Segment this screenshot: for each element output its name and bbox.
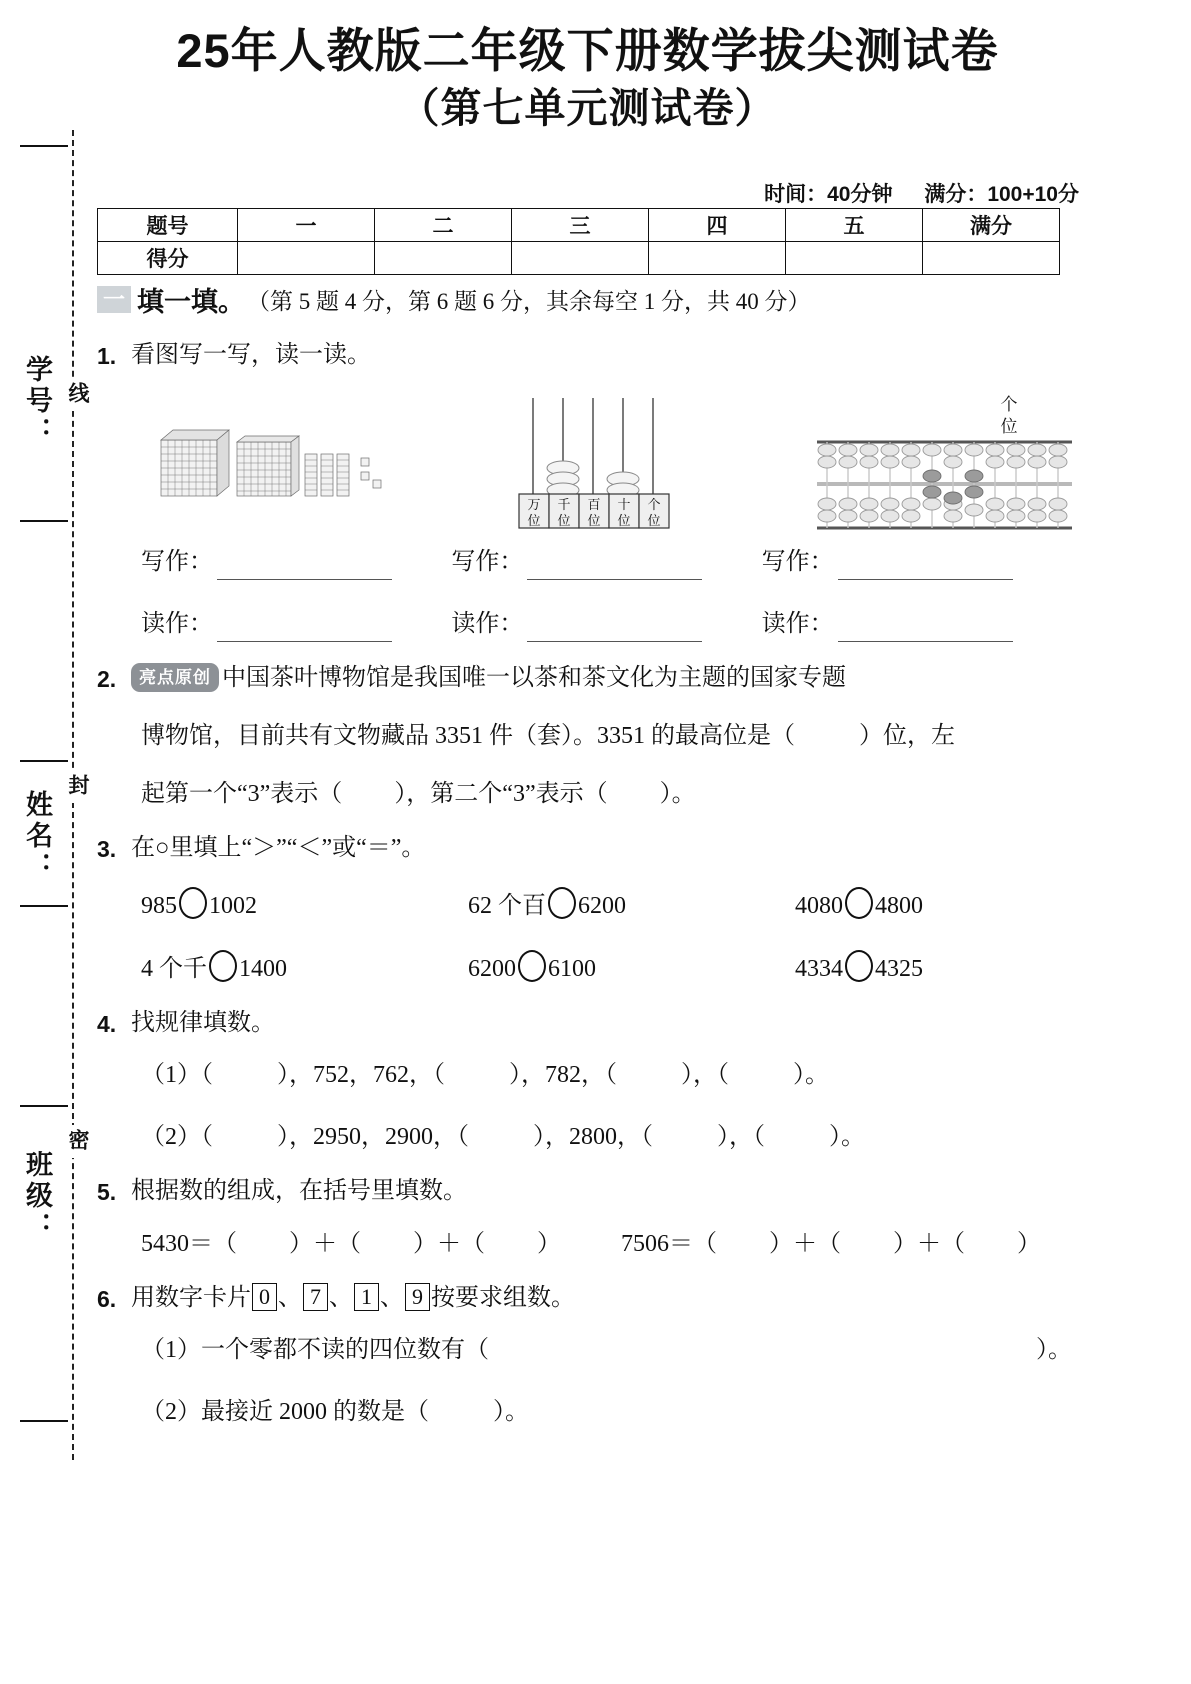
q4-sub1-e: ）。 xyxy=(793,1062,829,1088)
number-card-1[interactable]: 1 xyxy=(354,1283,379,1311)
svg-text:位: 位 xyxy=(617,512,631,528)
question-2-line1: 中国茶叶博物馆是我国唯一以茶和茶文化为主题的国家专题 xyxy=(222,664,846,691)
question-6-sub-2 xyxy=(97,1394,1072,1430)
question-3-text: 在○里填上“＞”“＜”或“＝”。 xyxy=(131,835,426,861)
score-col-4: 四 xyxy=(649,209,786,242)
question-1-write-row xyxy=(97,544,1072,580)
score-cell-5[interactable] xyxy=(786,242,923,275)
exam-meta xyxy=(764,178,1079,208)
question-2 xyxy=(97,660,1072,813)
question-5-expressions xyxy=(97,1226,1072,1262)
score-col-3: 三 xyxy=(512,209,649,242)
write-blank-2[interactable] xyxy=(527,555,702,580)
table-row xyxy=(98,242,1060,275)
question-1-text: 看图写一写，读一读。 xyxy=(131,342,371,368)
margin-rule-5 xyxy=(20,1105,68,1107)
svg-text:百: 百 xyxy=(587,496,601,512)
comparison-circle[interactable] xyxy=(845,950,873,982)
read-label-2: 读作： xyxy=(451,610,524,637)
question-6-sub-1 xyxy=(97,1332,1072,1368)
compare-item xyxy=(141,887,418,924)
section-heading xyxy=(97,280,1072,319)
card-sep-1: 、 xyxy=(278,1284,302,1311)
margin-rule-6 xyxy=(20,1420,68,1422)
read-label-1: 读作： xyxy=(141,610,213,637)
question-4-sub-2 xyxy=(97,1119,1072,1155)
score-table xyxy=(97,208,1060,275)
compare-left: 4080 xyxy=(795,892,843,919)
q4-sub1-c: ），782，（ xyxy=(509,1062,617,1088)
question-2-line3-a: 起第一个“3”表示（ xyxy=(141,781,343,807)
write-cell-3 xyxy=(762,544,1072,580)
q5-e2-d: ） xyxy=(1017,1230,1041,1257)
margin-rule-3 xyxy=(20,760,68,762)
compare-item xyxy=(418,950,745,987)
score-col-6: 满分 xyxy=(923,209,1060,242)
q6-text-b: 按要求组数。 xyxy=(431,1284,575,1311)
question-4-sub-1 xyxy=(97,1057,1072,1093)
question-1 xyxy=(97,337,1072,642)
svg-text:位: 位 xyxy=(587,512,601,528)
svg-text:万: 万 xyxy=(527,496,541,512)
comparison-circle[interactable] xyxy=(548,887,576,919)
compare-right: 6200 xyxy=(578,892,626,919)
q5-e2-c: ）＋（ xyxy=(893,1230,965,1257)
svg-text:千: 千 xyxy=(557,496,571,512)
q4-sub2-c: ），2800，（ xyxy=(533,1124,653,1150)
svg-text:位: 位 xyxy=(647,512,661,528)
q4-sub1-b: ），752，762，（ xyxy=(277,1062,445,1088)
read-blank-2[interactable] xyxy=(527,617,702,642)
student-name-label: 姓名： xyxy=(22,790,52,883)
q6-sub2-a: （2）最接近 2000 的数是（ xyxy=(141,1399,429,1425)
q6-text-a: 用数字卡片 xyxy=(131,1284,251,1311)
comparison-circle[interactable] xyxy=(179,887,207,919)
compare-item xyxy=(141,950,418,987)
original-highlight-badge: 亮点原创 xyxy=(131,663,219,693)
read-blank-1[interactable] xyxy=(217,617,392,642)
table-row xyxy=(98,209,1060,242)
page-subtitle: （第七单元测试卷） xyxy=(398,84,777,131)
read-cell-2 xyxy=(451,606,761,642)
compare-left: 4334 xyxy=(795,955,843,982)
section-number-badge: 一 xyxy=(97,286,131,313)
q4-sub2-b: ），2950，2900，（ xyxy=(277,1124,469,1150)
question-6-number: 6. xyxy=(97,1285,117,1312)
exam-full-score: 满分：100+10分 xyxy=(924,183,1079,206)
score-col-5: 五 xyxy=(786,209,923,242)
q4-sub1-d: ），（ xyxy=(681,1062,729,1088)
q5-expression-1 xyxy=(141,1226,621,1262)
left-margin xyxy=(0,0,95,1684)
compare-item xyxy=(745,950,1072,987)
question-1-read-row xyxy=(97,606,1072,642)
abacus-figure xyxy=(787,380,1077,541)
compare-right: 1400 xyxy=(239,955,287,982)
margin-rule-2 xyxy=(20,520,68,522)
write-label-1: 写作： xyxy=(141,548,213,575)
number-card-0[interactable]: 0 xyxy=(252,1283,277,1311)
svg-text:位: 位 xyxy=(1000,416,1018,436)
score-cell-2[interactable] xyxy=(375,242,512,275)
paper-content xyxy=(97,280,1072,1430)
question-2-line3 xyxy=(97,776,1072,812)
question-5-number: 5. xyxy=(97,1179,117,1205)
question-3-row-2 xyxy=(97,950,1072,987)
compare-right: 6100 xyxy=(548,955,596,982)
write-blank-1[interactable] xyxy=(217,555,392,580)
seal-char-line: 线 xyxy=(62,378,92,411)
compare-right: 1002 xyxy=(209,892,257,919)
question-2-number: 2. xyxy=(97,665,117,692)
card-sep-2: 、 xyxy=(329,1284,353,1311)
comparison-circle[interactable] xyxy=(209,950,237,982)
section-title: 填一填。 xyxy=(137,287,245,317)
compare-left: 6200 xyxy=(468,955,516,982)
q4-sub1-a: （1）（ xyxy=(141,1062,213,1088)
question-2-line3-b: ），第二个“3”表示（ xyxy=(394,781,608,807)
q5-e1-c: ）＋（ xyxy=(413,1230,485,1257)
score-cell-1[interactable] xyxy=(238,242,375,275)
question-6 xyxy=(97,1280,1072,1431)
question-3-number: 3. xyxy=(97,836,117,862)
question-4-text: 找规律填数。 xyxy=(131,1009,275,1036)
read-label-3: 读作： xyxy=(761,610,834,637)
score-row-label-2: 得分 xyxy=(98,242,238,275)
question-2-line2-b: ）位，左 xyxy=(859,723,955,749)
score-col-1: 一 xyxy=(238,209,375,242)
question-4 xyxy=(97,1005,1072,1156)
question-2-line2-a: 博物馆，目前共有文物藏品 3351 件（套）。3351 的最高位是（ xyxy=(141,723,795,749)
q6-sub1-b: ）。 xyxy=(1036,1337,1072,1363)
q5-e2-b: ）＋（ xyxy=(769,1230,841,1257)
q6-sub1-a: （1）一个零都不读的四位数有（ xyxy=(141,1337,489,1363)
exam-time: 时间：40分钟 xyxy=(764,183,893,206)
write-blank-3[interactable] xyxy=(838,555,1013,580)
write-cell-2 xyxy=(451,544,761,580)
card-sep-3: 、 xyxy=(380,1284,404,1311)
q4-sub2-a: （2）（ xyxy=(141,1124,213,1150)
score-row-label-1: 题号 xyxy=(98,209,238,242)
question-2-line2 xyxy=(97,718,1072,754)
number-card-7[interactable]: 7 xyxy=(303,1283,328,1311)
student-id-label: 学号： xyxy=(22,355,52,448)
compare-right: 4325 xyxy=(875,955,923,982)
comparison-circle[interactable] xyxy=(518,950,546,982)
margin-rule-4 xyxy=(20,905,68,907)
question-3-row-1 xyxy=(97,887,1072,924)
question-5-text: 根据数的组成，在括号里填数。 xyxy=(131,1178,467,1204)
q5-e1-d: ） xyxy=(537,1230,561,1257)
score-cell-3[interactable] xyxy=(512,242,649,275)
place-value-counter-figure xyxy=(517,380,687,541)
svg-text:位: 位 xyxy=(527,512,541,528)
comparison-circle[interactable] xyxy=(845,887,873,919)
question-4-number: 4. xyxy=(97,1010,117,1037)
compare-left: 62 个百 xyxy=(468,892,546,919)
question-2-line3-c: ）。 xyxy=(659,781,696,807)
paper-title-block xyxy=(95,22,1080,136)
read-cell-1 xyxy=(141,606,451,642)
compare-left: 985 xyxy=(141,892,177,919)
write-label-3: 写作： xyxy=(761,548,834,575)
page-title: 25年人教版二年级下册数学拔尖测试卷 xyxy=(176,24,999,77)
base-ten-blocks-figure xyxy=(157,428,417,519)
svg-text:个: 个 xyxy=(1000,394,1018,414)
student-class-label: 班级： xyxy=(22,1150,52,1243)
write-label-2: 写作： xyxy=(451,548,524,575)
q5-e1-a: 5430＝（ xyxy=(141,1230,237,1257)
compare-right: 4800 xyxy=(875,892,923,919)
section-description: （第 5 题 4 分，第 6 题 6 分，其余每空 1 分，共 40 分） xyxy=(247,289,811,314)
q5-e2-a: 7506＝（ xyxy=(621,1230,717,1257)
question-1-number: 1. xyxy=(97,343,117,369)
q4-sub2-e: ）。 xyxy=(829,1124,865,1150)
q4-sub2-d: ），（ xyxy=(717,1124,765,1150)
seal-char-secret: 密 xyxy=(62,1125,92,1158)
svg-text:个: 个 xyxy=(647,496,661,512)
question-1-figures xyxy=(97,380,1072,540)
question-5 xyxy=(97,1173,1072,1262)
compare-left: 4 个千 xyxy=(141,955,207,982)
score-cell-4[interactable] xyxy=(649,242,786,275)
read-blank-3[interactable] xyxy=(838,617,1013,642)
compare-item xyxy=(745,887,1072,924)
q6-sub2-b: ）。 xyxy=(493,1399,529,1425)
number-card-9[interactable]: 9 xyxy=(405,1283,430,1311)
question-3 xyxy=(97,830,1072,987)
seal-char-seal: 封 xyxy=(62,770,92,803)
write-cell-1 xyxy=(141,544,451,580)
read-cell-3 xyxy=(762,606,1072,642)
svg-text:位: 位 xyxy=(557,512,571,528)
score-col-2: 二 xyxy=(375,209,512,242)
margin-rule-1 xyxy=(20,145,68,147)
q5-expression-2 xyxy=(621,1226,1041,1262)
compare-item xyxy=(418,887,745,924)
score-cell-6[interactable] xyxy=(923,242,1060,275)
svg-text:十: 十 xyxy=(617,496,631,512)
q5-e1-b: ）＋（ xyxy=(289,1230,361,1257)
